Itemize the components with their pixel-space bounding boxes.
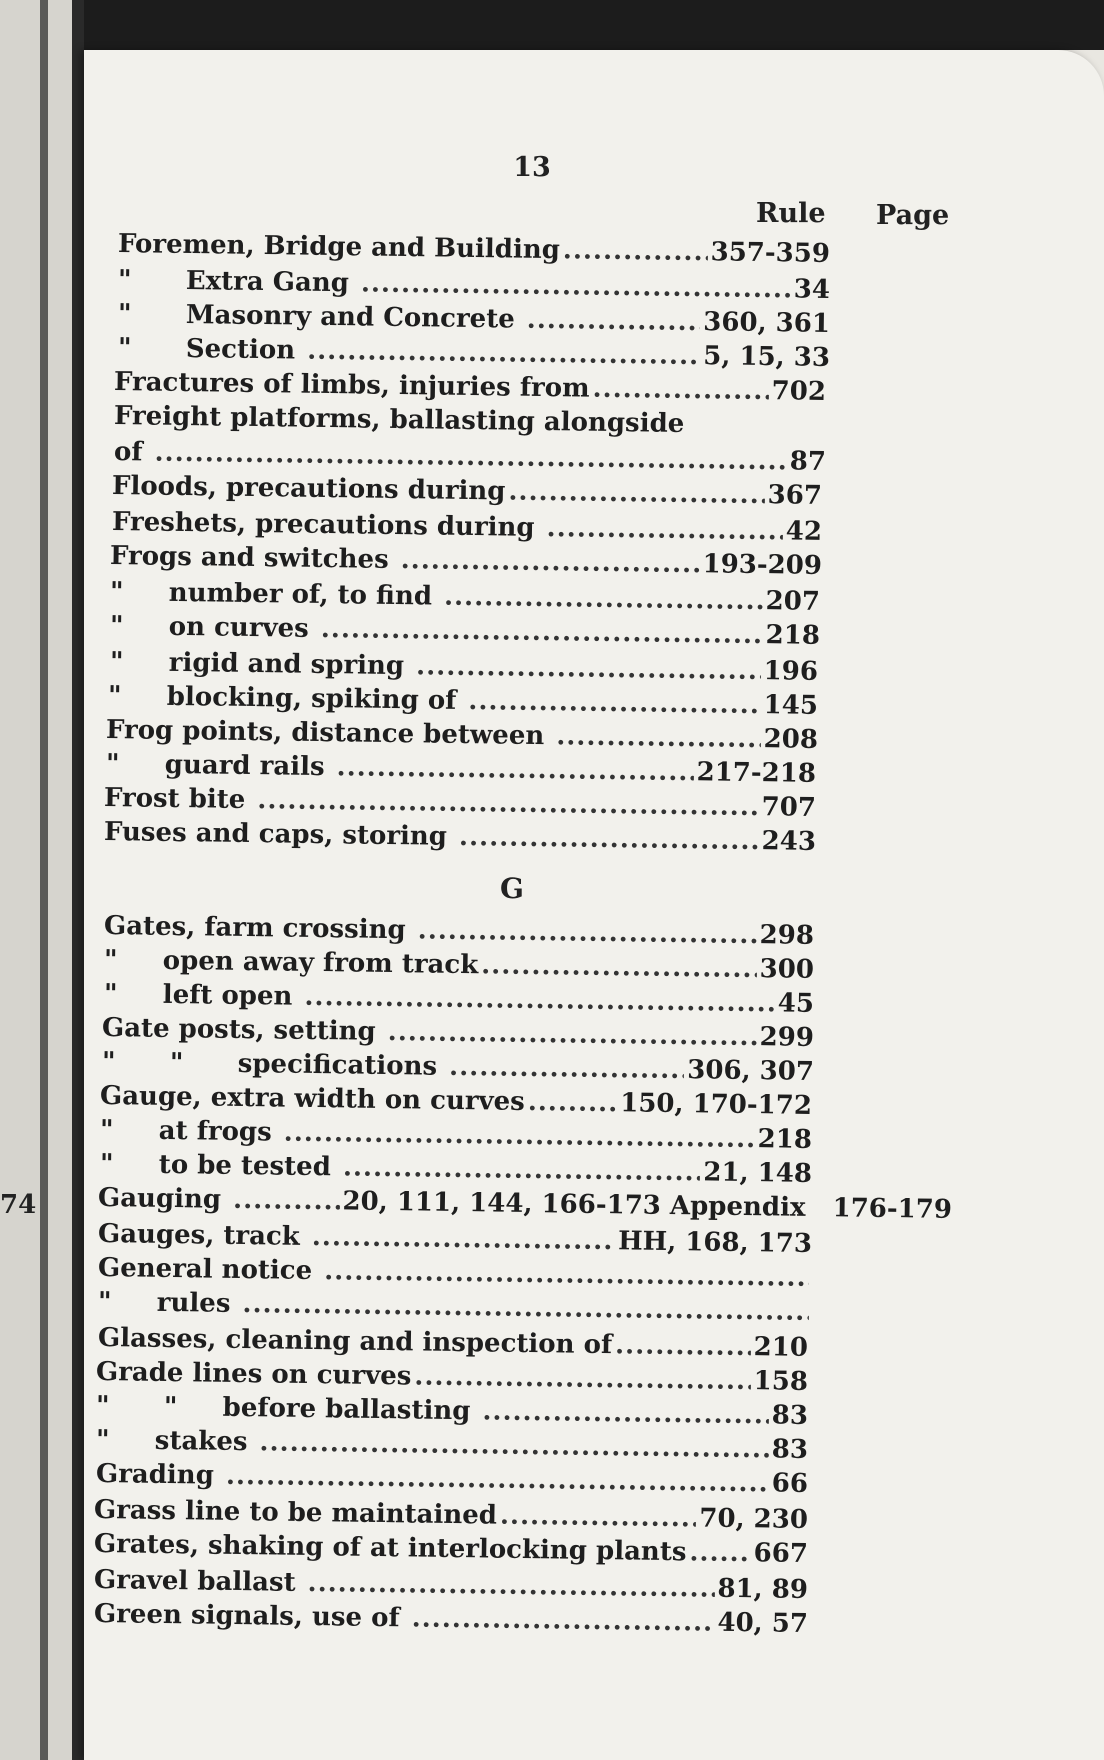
dot-leader xyxy=(689,1536,751,1569)
dot-leader xyxy=(312,1221,616,1257)
dot-leader xyxy=(411,1602,714,1638)
entry-reference: 707 xyxy=(761,792,817,823)
entry-reference: 218 xyxy=(765,620,821,651)
entry-reference: 87 xyxy=(789,446,827,477)
dot-leader xyxy=(615,1329,751,1363)
entry-reference: 70, 230 xyxy=(699,1503,809,1535)
entry-term: " left open xyxy=(103,979,302,1012)
dot-leader xyxy=(528,1086,618,1119)
entry-term: " blocking, spiking of xyxy=(107,681,466,716)
entry-reference: 21, 148 xyxy=(703,1157,813,1189)
dot-leader xyxy=(307,335,701,372)
dot-leader xyxy=(563,234,708,268)
dot-leader xyxy=(284,1117,755,1156)
section-letter-g: G xyxy=(500,872,524,905)
entry-reference: 667 xyxy=(753,1538,809,1569)
dot-leader xyxy=(500,1500,697,1535)
entry-reference: 20, 111, 144, 166-173 Appendix 176-179 xyxy=(342,1186,953,1225)
entry-term: Gravel ballast xyxy=(93,1565,305,1598)
entry-term: " rigid and spring xyxy=(109,647,414,682)
dot-leader xyxy=(307,1567,714,1605)
entry-reference: 81, 89 xyxy=(717,1573,809,1605)
entry-reference: 299 xyxy=(759,1022,815,1053)
dot-leader xyxy=(416,650,761,687)
dot-leader xyxy=(388,1016,757,1053)
entry-term: General notice xyxy=(97,1253,322,1287)
entry-term: Fuses and caps, storing xyxy=(103,817,457,852)
entry-term: Green signals, use of xyxy=(93,1599,409,1634)
dot-leader xyxy=(449,1051,685,1086)
entry-reference: 357-359 xyxy=(710,237,831,269)
entry-reference: 66 xyxy=(771,1468,809,1499)
entry-term: of xyxy=(113,437,152,468)
dot-leader xyxy=(343,1151,701,1188)
page-number: 13 xyxy=(513,152,551,183)
entry-reference: HH, 168, 173 xyxy=(617,1226,813,1259)
entry-reference: 34 xyxy=(793,274,831,305)
dot-leader xyxy=(556,720,761,755)
entry-term: " " before ballasting xyxy=(95,1391,480,1427)
entry-reference: 208 xyxy=(763,724,819,755)
entry-reference: 150, 170-172 xyxy=(620,1088,813,1121)
entry-term: Freshets, precautions during xyxy=(111,507,544,544)
dot-leader xyxy=(481,949,757,985)
entry-reference: 217-218 xyxy=(696,757,817,789)
entry-reference: 306, 307 xyxy=(687,1055,815,1087)
entry-reference: 193-209 xyxy=(702,549,823,581)
entry-reference: 5, 15, 33 xyxy=(703,341,831,373)
entry-reference: 210 xyxy=(753,1332,809,1363)
dot-leader xyxy=(321,613,763,651)
entry-term: " on curves xyxy=(109,611,319,644)
entry-reference: 45 xyxy=(777,988,815,1019)
entry-term: " " specifications xyxy=(101,1047,447,1082)
entry-term: " Extra Gang xyxy=(117,265,359,299)
entry-term: Grass line to be maintained xyxy=(93,1495,498,1531)
entry-term: Gauging xyxy=(97,1183,231,1215)
entry-term: Frost bite xyxy=(103,783,255,816)
dot-leader xyxy=(324,1255,809,1294)
dot-leader xyxy=(482,1395,769,1431)
dot-leader xyxy=(336,751,693,788)
entry-term: Glasses, cleaning and inspection of xyxy=(97,1323,613,1361)
top-shadow xyxy=(84,0,1104,50)
dot-leader xyxy=(304,981,775,1020)
entry-term: Fractures of limbs, injuries from xyxy=(113,367,590,404)
entry-term: Foremen, Bridge and Building xyxy=(117,229,561,266)
entry-reference: 158 xyxy=(753,1366,809,1397)
entry-reference: 367 xyxy=(767,480,823,511)
entry-reference: 702 xyxy=(771,376,827,407)
dot-leader xyxy=(468,685,761,721)
entry-reference: 360, 361 xyxy=(703,307,831,339)
entry-term: " to be tested xyxy=(99,1149,341,1183)
entry-term: Gauges, track xyxy=(97,1219,310,1252)
entry-reference: 243 xyxy=(761,826,817,857)
entry-reference: 298 xyxy=(759,920,815,951)
dot-leader xyxy=(233,1184,340,1217)
entry-term: " Masonry and Concrete xyxy=(117,299,524,335)
page-column-header: Page xyxy=(876,200,950,231)
entry-term: Frogs and switches xyxy=(109,541,398,576)
entry-term: " guard rails xyxy=(105,749,334,783)
entry-reference: 83 xyxy=(771,1400,809,1431)
entry-term: Grading xyxy=(95,1459,224,1491)
dot-leader xyxy=(414,1360,751,1397)
dot-leader xyxy=(361,267,791,305)
dot-leader xyxy=(444,581,763,617)
dot-leader xyxy=(459,821,759,857)
entry-term: " at frogs xyxy=(99,1115,282,1148)
entry-reference: 207 xyxy=(765,586,821,617)
entry-reference: 40, 57 xyxy=(717,1607,809,1639)
entry-reference: 196 xyxy=(763,656,819,687)
entry-term: Grates, shaking of at interlocking plants xyxy=(93,1529,687,1568)
entry-term: " open away from track xyxy=(103,945,479,981)
dot-leader xyxy=(418,914,757,951)
entry-term: Floods, precautions during xyxy=(111,471,506,507)
entry-term: " number of, to find xyxy=(109,577,442,612)
dot-leader xyxy=(401,544,700,580)
entry-term: " Section xyxy=(117,333,305,366)
entry-reference: 300 xyxy=(759,954,815,985)
entry-reference: 42 xyxy=(785,516,823,547)
entry-term: Grade lines on curves xyxy=(95,1357,412,1392)
entry-reference: 218 xyxy=(757,1124,813,1155)
dot-leader xyxy=(592,373,769,407)
entry-reference: 83 xyxy=(771,1434,809,1465)
entry-term: Freight platforms, ballasting alongside xyxy=(113,401,685,439)
entry-term: " rules xyxy=(97,1287,240,1319)
dot-leader xyxy=(508,476,765,512)
entry-reference: 145 xyxy=(763,690,819,721)
entry-term: Frog points, distance between xyxy=(105,715,554,752)
dot-leader xyxy=(527,304,701,338)
entry-term: " stakes xyxy=(95,1425,257,1458)
entry-term: Gate posts, setting xyxy=(101,1013,385,1047)
entry-term: Gauge, extra width on curves xyxy=(99,1081,526,1117)
margin-number: 74 xyxy=(0,1190,37,1220)
entry-term: Gates, farm crossing xyxy=(103,911,415,946)
rule-column-header: Rule xyxy=(756,198,826,229)
dot-leader xyxy=(546,512,783,547)
